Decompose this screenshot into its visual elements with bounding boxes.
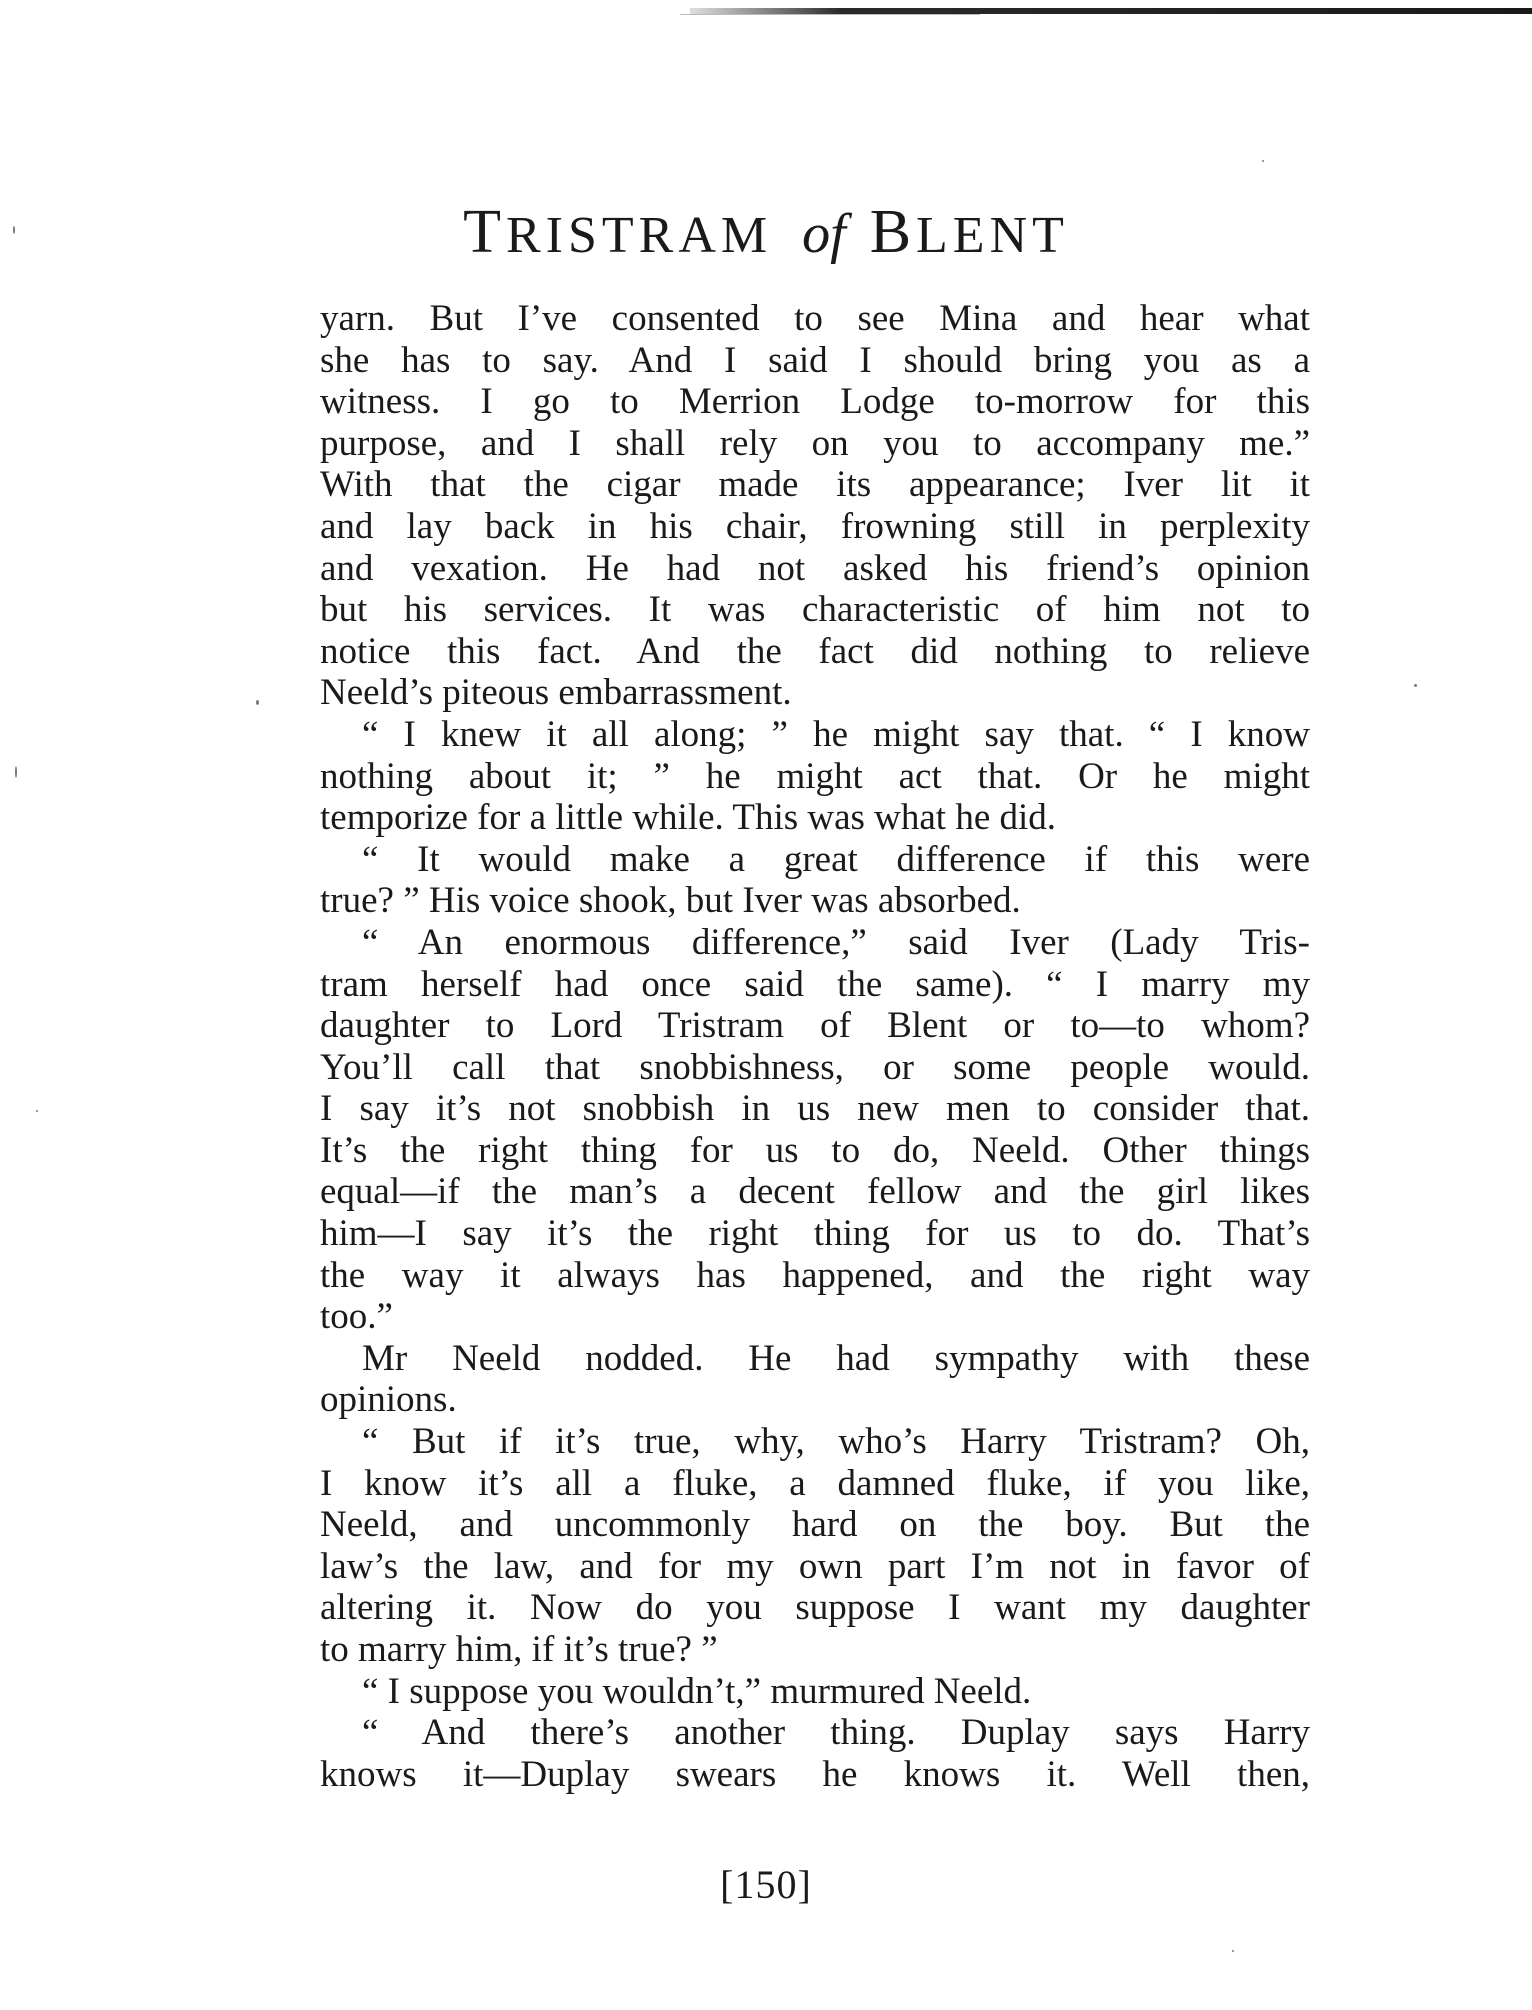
- top-edge-hairline: [680, 14, 980, 15]
- text-line: You’ll call that snobbishness, or some people would.: [320, 1046, 1310, 1088]
- text-line: notice this fact. And the fact did nothing to relieve: [320, 630, 1310, 672]
- text-line: With that the cigar made its appearance; Iver lit it: [320, 464, 1310, 506]
- running-head-initial-t: T: [463, 198, 506, 266]
- text-line: equal—if the man’s a decent fellow and the girl likes: [320, 1171, 1310, 1213]
- text-line: It’s the right thing for us to do, Neeld. Other things: [320, 1129, 1310, 1171]
- margin-speck: [1262, 160, 1264, 162]
- text-line: nothing about it; ” he might act that. Or he might: [320, 755, 1310, 797]
- text-line: I say it’s not snobbish in us new men to consider that.: [320, 1088, 1310, 1130]
- margin-speck: [256, 700, 259, 705]
- margin-speck: [15, 766, 17, 778]
- text-line: “ And there’s another thing. Duplay says Harry: [362, 1712, 1310, 1754]
- text-line: knows it—Duplay swears he knows it. Well then,: [320, 1753, 1310, 1795]
- text-line: too.”: [320, 1296, 393, 1338]
- running-head-word-lent: LENT: [916, 207, 1069, 264]
- running-head-initial-b: B: [869, 198, 917, 266]
- text-line: witness. I go to Merrion Lodge to-morrow for this: [320, 381, 1310, 423]
- text-line: law’s the law, and for my own part I’m not in favor of: [320, 1545, 1310, 1587]
- page-number: [150]: [720, 1862, 812, 1907]
- text-line: opinions.: [320, 1379, 457, 1421]
- running-head: [0, 200, 1532, 268]
- text-line: she has to say. And I said I should bring you as a: [320, 339, 1310, 381]
- text-line: true? ” His voice shook, but Iver was absorbed.: [320, 880, 1021, 922]
- text-line: “ I knew it all along; ” he might say that. “ I know: [362, 713, 1310, 755]
- text-line: temporize for a little while. This was what he did.: [320, 797, 1057, 839]
- text-line: Neeld’s piteous embarrassment.: [320, 672, 792, 714]
- text-line: and lay back in his chair, frowning still in perplexity: [320, 505, 1310, 547]
- text-line: Neeld, and uncommonly hard on the boy. But the: [320, 1504, 1310, 1546]
- text-line: “ But if it’s true, why, who’s Harry Tristram? Oh,: [362, 1421, 1310, 1463]
- text-line: but his services. It was characteristic of him not to: [320, 589, 1310, 631]
- text-line: purpose, and I shall rely on you to accompany me.”: [320, 422, 1310, 464]
- text-line: I know it’s all a fluke, a damned fluke, if you like,: [320, 1462, 1310, 1504]
- margin-speck: [36, 1110, 38, 1112]
- text-line: “ An enormous difference,” said Iver (Lady Tris-: [362, 921, 1310, 963]
- running-head-word-ristram: RISTRAM: [505, 207, 773, 264]
- margin-speck: [1232, 1950, 1234, 1952]
- text-line: the way it always has happened, and the right way: [320, 1254, 1310, 1296]
- margin-speck: [1414, 684, 1417, 687]
- running-head-connector: of: [802, 203, 846, 265]
- text-line: and vexation. He had not asked his friend’s opinion: [320, 547, 1310, 589]
- body-text: [320, 298, 1310, 1795]
- text-line: him—I say it’s the right thing for us to do. That’s: [320, 1213, 1310, 1255]
- text-line: Mr Neeld nodded. He had sympathy with these: [362, 1337, 1310, 1379]
- text-line: “ I suppose you wouldn’t,” murmured Neeld.: [362, 1670, 1032, 1712]
- text-line: tram herself had once said the same). “ I marry my: [320, 963, 1310, 1005]
- text-line: “ It would make a great difference if this were: [362, 838, 1310, 880]
- text-line: daughter to Lord Tristram of Blent or to—to whom?: [320, 1005, 1310, 1047]
- text-line: yarn. But I’ve consented to see Mina and hear what: [320, 298, 1310, 339]
- text-line: altering it. Now do you suppose I want my daughter: [320, 1587, 1310, 1629]
- text-line: to marry him, if it’s true? ”: [320, 1629, 718, 1670]
